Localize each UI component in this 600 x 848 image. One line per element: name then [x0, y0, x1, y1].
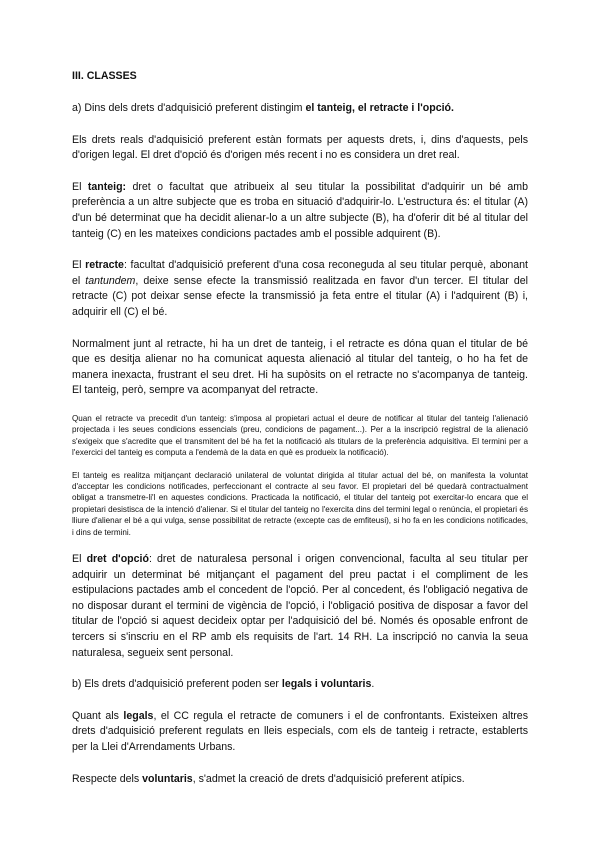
paragraph-normalment: Normalment junt al retracte, hi ha un dret de tanteig, i el retracte es dóna quan el titular de bé que es desitja alienar no ha comunicat aquesta alienació al titular del tanteig, o ho ha fet de manera inexacta, frustrant el seu dret. Hi ha supòsits on el retracte no s'acompanya de tanteig. El tanteig, però, sempre va acompanyat del retracte.: [72, 337, 528, 397]
paragraph-real-rights: Els drets reals d'adquisició preferent estàn formats per aquests drets, i, dins d'aquests, pels d'origen legal. El dret d'opció és d'origen més recent i no es considera un dret real.: [72, 133, 528, 162]
paragraph-voluntaris: Respecte dels voluntaris, s'admet la creació de drets d'adquisició preferent atípics.: [72, 772, 465, 785]
section-heading: III. CLASSES: [72, 70, 137, 82]
note-tanteig-exercise: El tanteig es realitza mitjançant declaració unilateral de voluntat dirigida al titular actual del bé, on manifesta la voluntat d'acceptar les condicions notificades, perfeccionant el contracte al seu favor. El propietari del bé quedarà contractualment obligat a transmetre-li'l en aquestes condicions. Practicada la notificació, el titular del tanteig pot exercitar-lo encara que el propietari desistisca de la intenció d'alienar. Si el titular del tanteig no l'exercita dins del termini legal o renúncia, el propietari és lliure d'alienar el bé a qui vulga, sense possibilitat de retracte (excepte cas de emfiteusi), si ho fa en les condicions notificades, i dins de termini.: [72, 470, 528, 537]
paragraph-tanteig: El tanteig: dret o facultat que atribueix al seu titular la possibilitat d'adquirir un bé amb preferència a un altre subjecte que es troba en situació d'adquirir-lo. L'estructura és: el titular (A) d'un bé determinat que ha decidit alienar-lo a un altre subjecte (B), ha d'oferir dit bé al titular del tanteig (C) en les mateixes condicions pactades amb el possible adquirent (B).: [72, 180, 528, 240]
paragraph-types: a) Dins dels drets d'adquisició preferent distingim el tanteig, el retracte i l'opció.: [72, 102, 454, 114]
note-tanteig-notification: Quan el retracte va precedit d'un tanteig: s'imposa al propietari actual el deure de notificar al titular del tanteig l'alienació projectada i les seues condicions essencials (preu, condicions de pagament...). Per a la inscripció registral de la alienació s'exigeix que s'acredite que el transmitent del bé ha fet la notificació als titulars de la preferència adquisitiva. El termini per a l'exercici del tanteig es computa a l'endemà de la data en què es produeix la notificació).: [72, 413, 528, 458]
paragraph-retracte: El retracte: facultat d'adquisició preferent d'una cosa reconeguda al seu titular perquè, abonant el tantundem, deixe sense efecte la transmissió realitzada en favor d'un tercer. El titular del retracte (C) pot deixar sense efecte la transmissió ja feta entre el titular (A) i l'adquirent (B) i, adquirir ell (C) el bé.: [72, 259, 528, 318]
paragraph-legal-voluntary: b) Els drets d'adquisició preferent poden ser legals i voluntaris.: [72, 678, 375, 691]
paragraph-legals: Quant als legals, el CC regula el retracte de comuners i el de confrontants. Existeixen altres drets d'adquisició preferent regulats en lleis especials, com els de tanteig i retracte, establerts per la Llei d'Arrendaments Urbans.: [72, 709, 528, 753]
paragraph-opcio: El dret d'opció: dret de naturalesa personal i origen convencional, faculta al seu titular per adquirir un determinat bé mitjançant el pagament del preu pactat i el compliment de les estipulacions pactades amb el concedent de l'opció. Per al concedent, és l'obligació negativa de no disposar durant el termini de vigència de l'opció, i l'obligació positiva de disposar a favor del titular de l'opció si aquest decideix optar per l'adquisició del bé. Només és oposable enfront de tercers si s'inscriu en el RP amb els requisits de l'art. 14 RH. La inscripció no canvia la seua naturalesa, segueix sent personal.: [72, 552, 528, 659]
document-page: [72, 70, 528, 787]
